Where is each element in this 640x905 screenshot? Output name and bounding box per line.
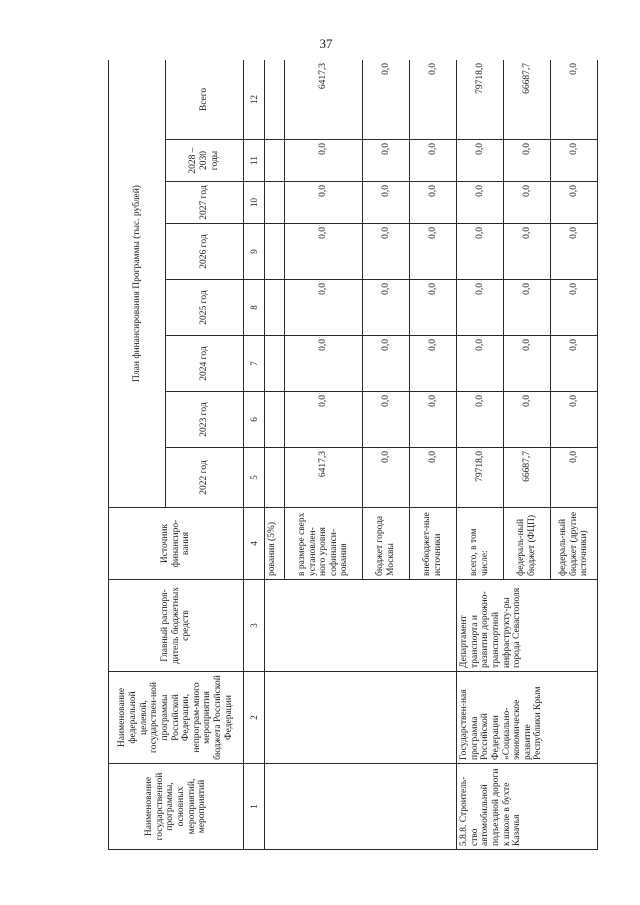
column-number: 5 [243, 448, 264, 508]
header-funding-source: Источник финансиро-вания [109, 508, 244, 580]
value-cell: 0,0 [551, 60, 598, 140]
value-cell: 0,0 [504, 392, 551, 448]
value-cell [264, 280, 284, 336]
value-cell: 0,0 [410, 336, 457, 392]
continued-program-cell [264, 672, 456, 764]
value-cell: 0,0 [363, 392, 410, 448]
value-cell: 0,0 [363, 224, 410, 280]
header-year-2024: 2024 год [165, 336, 243, 392]
value-cell: 79718,0 [457, 60, 504, 140]
value-cell: 0,0 [551, 280, 598, 336]
table-row [457, 60, 504, 850]
value-cell: 79718,0 [457, 448, 504, 508]
value-cell: 0,0 [410, 392, 457, 448]
value-cell: 0,0 [457, 392, 504, 448]
rotated-page-region [108, 60, 598, 850]
rotated-table-container [108, 60, 598, 850]
value-cell: 0,0 [363, 448, 410, 508]
value-cell: 0,0 [504, 182, 551, 224]
column-number: 2 [243, 672, 264, 764]
value-cell: 0,0 [457, 182, 504, 224]
page-number: 37 [319, 36, 333, 51]
value-cell: 0,0 [551, 140, 598, 182]
value-cell: 0,0 [551, 336, 598, 392]
value-cell: 0,0 [410, 182, 457, 224]
value-cell [264, 392, 284, 448]
column-number: 3 [243, 580, 264, 672]
value-cell: 0,0 [285, 182, 363, 224]
header-years-2028-2030: 2028 – 2030 годы [165, 140, 243, 182]
financing-table [108, 60, 598, 850]
funding-source-cell: федераль-ный бюджет (ФЦП) [504, 508, 551, 580]
column-number: 7 [243, 336, 264, 392]
federal-program-cell: Государствен-ная программа Российской Федерации «Социально-экономическое развитие Республики Крым [457, 672, 598, 764]
value-cell: 0,0 [457, 280, 504, 336]
value-cell [264, 182, 284, 224]
value-cell: 0,0 [551, 392, 598, 448]
budget-manager-cell: Департамент транспорта и развития дорожно-транспортной инфраструкту-ры города Севастополя [457, 580, 598, 672]
funding-source-cell: рования (5%) [264, 508, 284, 580]
header-year-2023: 2023 год [165, 392, 243, 448]
value-cell: 0,0 [504, 140, 551, 182]
value-cell: 0,0 [363, 280, 410, 336]
value-cell [264, 60, 284, 140]
header-year-2027: 2027 год [165, 182, 243, 224]
header-federal-program: Наименование федеральной целевой, государствен-ной программы Российской Федерации, непрограм-много мероприятия бюджета Российской Федерации [109, 672, 244, 764]
header-program-name: Наименование государственной программы, основных мероприятий, мероприятий [109, 764, 244, 850]
event-name-cell: 5.8.8. Строитель-ство автомобильной подъездной дороги к школе в бухте Казачья [457, 764, 598, 850]
value-cell: 0,0 [410, 280, 457, 336]
value-cell: 0,0 [410, 448, 457, 508]
value-cell: 0,0 [363, 336, 410, 392]
value-cell: 0,0 [363, 60, 410, 140]
value-cell: 0,0 [285, 392, 363, 448]
value-cell: 0,0 [410, 60, 457, 140]
header-year-2026: 2026 год [165, 224, 243, 280]
funding-source-cell: федераль-ный бюджет (другие источники) [551, 508, 598, 580]
continued-manager-cell [264, 580, 456, 672]
continued-name-cell [264, 764, 456, 850]
column-number: 8 [243, 280, 264, 336]
value-cell: 0,0 [551, 224, 598, 280]
column-number-row [243, 60, 264, 850]
table-row [264, 60, 284, 850]
column-number: 11 [243, 140, 264, 182]
column-number: 12 [243, 60, 264, 140]
value-cell: 0,0 [457, 224, 504, 280]
value-cell: 0,0 [504, 280, 551, 336]
value-cell: 0,0 [551, 448, 598, 508]
value-cell [264, 336, 284, 392]
value-cell: 66687,7 [504, 448, 551, 508]
value-cell: 0,0 [457, 140, 504, 182]
value-cell: 6417,3 [285, 60, 363, 140]
header-financing-plan: План финансирования Программы (тыс. рублей) [109, 60, 166, 508]
header-year-2022: 2022 год [165, 448, 243, 508]
value-cell: 66687,7 [504, 60, 551, 140]
funding-source-cell: всего, в том числе: [457, 508, 504, 580]
funding-source-cell: внебюджет-ные источники [410, 508, 457, 580]
header-total: Всего [165, 60, 243, 140]
value-cell [264, 448, 284, 508]
column-number: 1 [243, 764, 264, 850]
funding-source-cell: бюджет города Москвы [363, 508, 410, 580]
column-number: 10 [243, 182, 264, 224]
value-cell: 0,0 [551, 182, 598, 224]
value-cell: 0,0 [457, 336, 504, 392]
value-cell: 0,0 [285, 224, 363, 280]
column-number: 6 [243, 392, 264, 448]
value-cell: 0,0 [363, 182, 410, 224]
value-cell: 0,0 [285, 140, 363, 182]
value-cell: 0,0 [285, 280, 363, 336]
column-number: 9 [243, 224, 264, 280]
value-cell: 0,0 [363, 140, 410, 182]
column-number: 4 [243, 508, 264, 580]
value-cell: 6417,3 [285, 448, 363, 508]
value-cell: 0,0 [504, 336, 551, 392]
header-year-2025: 2025 год [165, 280, 243, 336]
header-budget-manager: Главный распоря-дитель бюджетных средств [109, 580, 244, 672]
funding-source-cell: в размере сверх установлен-ного уровня софинанси-рования [285, 508, 363, 580]
value-cell: 0,0 [410, 224, 457, 280]
value-cell: 0,0 [410, 140, 457, 182]
value-cell [264, 224, 284, 280]
value-cell: 0,0 [285, 336, 363, 392]
value-cell [264, 140, 284, 182]
value-cell: 0,0 [504, 224, 551, 280]
